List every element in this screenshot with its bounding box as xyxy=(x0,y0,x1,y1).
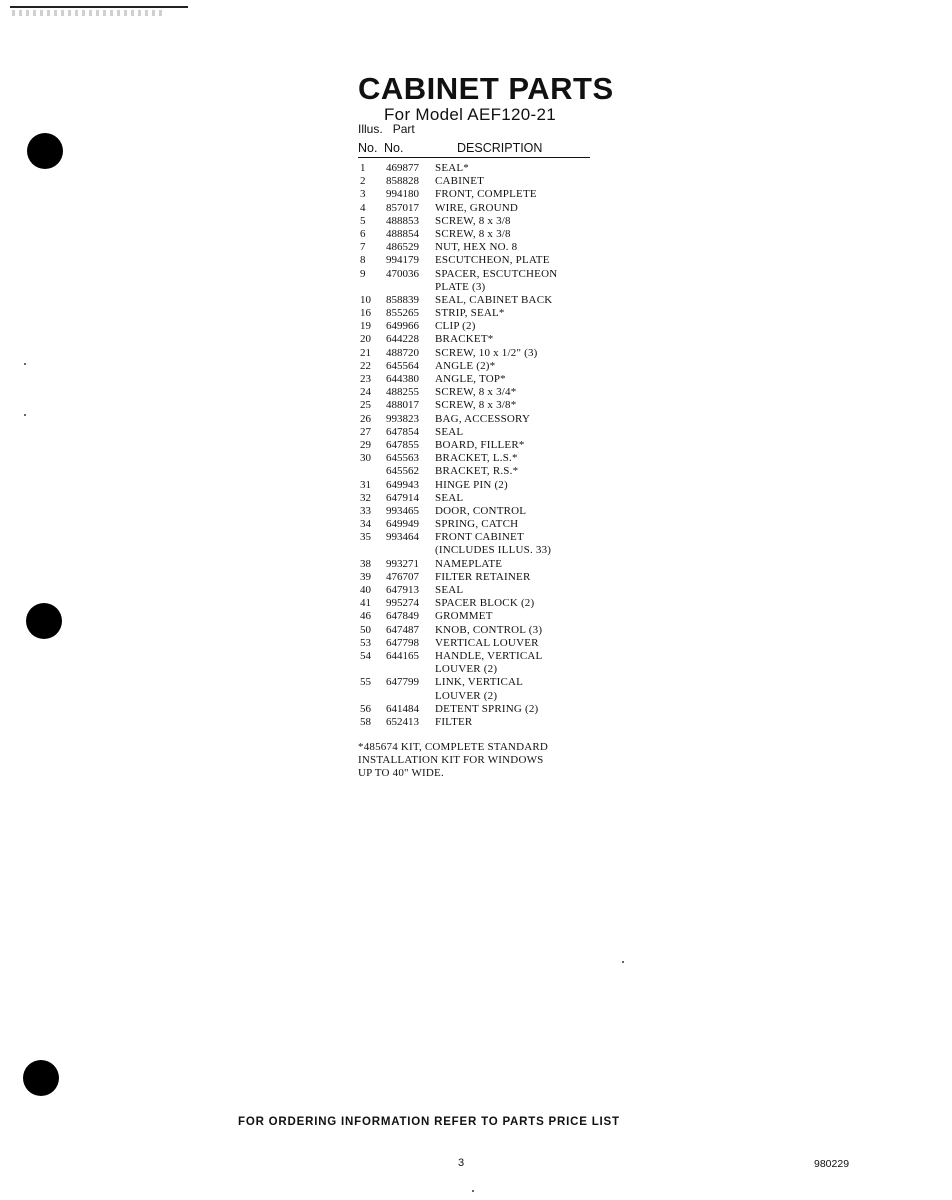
part-description: NUT, HEX NO. 8 xyxy=(435,241,518,254)
part-number: 469877 xyxy=(386,162,419,174)
parts-row xyxy=(360,610,600,623)
parts-row xyxy=(360,624,600,637)
parts-row xyxy=(360,703,600,716)
parts-row xyxy=(360,505,600,518)
part-number: 855265 xyxy=(386,307,419,320)
part-description: SEAL xyxy=(435,491,464,504)
scan-speck xyxy=(24,363,26,365)
scan-speck xyxy=(24,414,26,416)
part-no-header: No. xyxy=(384,141,404,155)
page-title: CABINET PARTS xyxy=(358,71,614,106)
part-number: 647798 xyxy=(386,636,419,649)
part-description: NAMEPLATE xyxy=(435,557,503,570)
part-number: 647849 xyxy=(386,610,419,623)
parts-row xyxy=(360,439,600,452)
part-number: 647855 xyxy=(386,438,419,451)
part-description: SPACER, ESCUTCHEON xyxy=(435,267,558,280)
illus-header-label: Illus. xyxy=(358,122,383,136)
part-description: SEAL xyxy=(435,425,464,438)
parts-row xyxy=(360,544,600,557)
part-number: 649943 xyxy=(386,478,419,491)
part-number: 645563 xyxy=(386,452,419,465)
scan-speck xyxy=(472,1190,474,1192)
parts-row xyxy=(360,584,600,597)
parts-row xyxy=(360,492,600,505)
illus-number: 39 xyxy=(360,570,371,583)
parts-row xyxy=(360,294,600,307)
part-description: BAG, ACCESSORY xyxy=(435,412,531,425)
part-description: BOARD, FILLER* xyxy=(435,438,525,451)
footnote-line: *485674 KIT, COMPLETE STANDARD xyxy=(358,741,549,753)
part-number: 644165 xyxy=(386,649,419,662)
binder-hole-bottom xyxy=(23,1060,59,1096)
part-number: 476707 xyxy=(386,570,419,583)
illus-number: 16 xyxy=(360,307,371,320)
illus-number: 40 xyxy=(360,584,371,596)
part-description: DETENT SPRING (2) xyxy=(435,702,539,715)
illus-no-header: No. xyxy=(358,141,378,155)
illus-number: 55 xyxy=(360,676,371,689)
parts-row xyxy=(360,650,600,663)
part-description: SEAL* xyxy=(435,162,469,174)
footnote-line: UP TO 40" WIDE. xyxy=(358,767,444,780)
illus-number: 31 xyxy=(360,478,371,491)
parts-row xyxy=(360,426,600,439)
part-description: SEAL, CABINET BACK xyxy=(435,293,553,306)
parts-row xyxy=(360,413,600,426)
part-number: 857017 xyxy=(386,201,419,214)
part-description: SCREW, 8 x 3/4* xyxy=(435,386,517,399)
parts-row xyxy=(360,690,600,703)
part-number: 486529 xyxy=(386,241,419,254)
parts-row xyxy=(360,637,600,650)
part-description: (INCLUDES ILLUS. 33) xyxy=(435,544,552,557)
parts-row xyxy=(360,333,600,346)
parts-row xyxy=(360,360,600,373)
part-description: DOOR, CONTROL xyxy=(435,504,527,517)
part-number: 645564 xyxy=(386,359,419,372)
parts-row xyxy=(360,663,600,676)
part-description: FRONT CABINET xyxy=(435,531,524,544)
binder-hole-middle xyxy=(26,603,62,639)
illus-number: 1 xyxy=(360,162,366,174)
part-description: CABINET xyxy=(435,175,485,188)
parts-row xyxy=(360,228,600,241)
illus-number: 30 xyxy=(360,452,371,465)
part-number: 993465 xyxy=(386,504,419,517)
parts-row xyxy=(360,241,600,254)
illus-number: 56 xyxy=(360,702,371,715)
part-number: 644228 xyxy=(386,333,419,346)
part-number: 649949 xyxy=(386,518,419,531)
part-number: 647799 xyxy=(386,676,419,689)
part-number: 993464 xyxy=(386,531,419,544)
part-number: 993271 xyxy=(386,557,419,570)
part-number: 488017 xyxy=(386,399,419,412)
illus-number: 21 xyxy=(360,346,371,359)
ordering-footer: FOR ORDERING INFORMATION REFER TO PARTS PRICE LIST xyxy=(238,1116,620,1128)
part-number: 644380 xyxy=(386,373,419,385)
document-number: 980229 xyxy=(814,1158,850,1170)
illus-number: 53 xyxy=(360,636,371,649)
illus-number: 38 xyxy=(360,557,371,570)
column-header xyxy=(358,141,590,158)
part-number: 647913 xyxy=(386,584,419,596)
scan-top-rule xyxy=(10,6,188,8)
parts-row xyxy=(360,716,600,729)
part-number: 488854 xyxy=(386,227,419,240)
part-description: WIRE, GROUND xyxy=(435,201,519,214)
page-number: 3 xyxy=(458,1157,465,1169)
part-description: KNOB, CONTROL (3) xyxy=(435,623,543,636)
part-number: 995274 xyxy=(386,597,419,610)
parts-row xyxy=(360,465,600,478)
part-number: 652413 xyxy=(386,715,419,728)
part-number: 645562 xyxy=(386,465,419,478)
parts-row xyxy=(360,479,600,492)
parts-row xyxy=(360,558,600,571)
part-description: LOUVER (2) xyxy=(435,663,498,676)
part-number: 649966 xyxy=(386,320,419,333)
part-description: ANGLE (2)* xyxy=(435,359,496,372)
part-description: SPACER BLOCK (2) xyxy=(435,597,535,610)
parts-row xyxy=(360,320,600,333)
part-number: 858828 xyxy=(386,175,419,188)
parts-row xyxy=(360,597,600,610)
part-number: 488255 xyxy=(386,386,419,399)
illus-number: 29 xyxy=(360,438,371,451)
illus-number: 20 xyxy=(360,333,371,346)
illus-number: 24 xyxy=(360,386,371,399)
illus-number: 7 xyxy=(360,241,366,254)
part-number: 647854 xyxy=(386,425,419,438)
scan-top-noise xyxy=(12,10,162,16)
illus-number: 54 xyxy=(360,649,371,662)
part-description: BRACKET* xyxy=(435,333,494,346)
part-description: SEAL xyxy=(435,584,464,596)
part-description: SCREW, 10 x 1/2" (3) xyxy=(435,346,538,359)
parts-row xyxy=(360,347,600,360)
illus-number: 58 xyxy=(360,715,371,728)
part-description: BRACKET, R.S.* xyxy=(435,465,519,478)
kit-footnote xyxy=(358,741,578,781)
parts-row xyxy=(360,518,600,531)
part-description: FRONT, COMPLETE xyxy=(435,188,537,201)
part-number: 641484 xyxy=(386,702,419,715)
part-description: FILTER RETAINER xyxy=(435,570,531,583)
part-number: 994179 xyxy=(386,254,419,267)
parts-row xyxy=(360,373,600,386)
part-number: 488853 xyxy=(386,214,419,227)
parts-row xyxy=(360,676,600,689)
parts-row xyxy=(360,188,600,201)
parts-row xyxy=(360,202,600,215)
part-description: SCREW, 8 x 3/8 xyxy=(435,227,511,240)
illus-number: 50 xyxy=(360,623,371,636)
illus-number: 3 xyxy=(360,188,366,201)
parts-row xyxy=(360,175,600,188)
parts-row xyxy=(360,254,600,267)
illus-number: 10 xyxy=(360,293,371,306)
illus-number: 25 xyxy=(360,399,371,412)
illus-number: 4 xyxy=(360,201,366,214)
part-description: ESCUTCHEON, PLATE xyxy=(435,254,550,267)
parts-row xyxy=(360,571,600,584)
illus-number: 35 xyxy=(360,531,371,544)
illus-number: 26 xyxy=(360,412,371,425)
illus-number: 41 xyxy=(360,597,371,610)
part-description: HINGE PIN (2) xyxy=(435,478,508,491)
model-subtitle: For Model AEF120-21 xyxy=(384,105,557,124)
binder-hole-top xyxy=(27,133,63,169)
part-number: 858839 xyxy=(386,293,419,306)
footnote-line: INSTALLATION KIT FOR WINDOWS xyxy=(358,754,544,767)
part-number: 488720 xyxy=(386,346,419,359)
part-description: BRACKET, L.S.* xyxy=(435,452,518,465)
part-description: SCREW, 8 x 3/8 xyxy=(435,214,511,227)
part-description: LOUVER (2) xyxy=(435,689,498,702)
parts-list xyxy=(360,162,600,729)
illus-number: 27 xyxy=(360,425,371,438)
parts-row xyxy=(360,215,600,228)
part-description: GROMMET xyxy=(435,610,493,623)
illus-number: 46 xyxy=(360,610,371,623)
illus-number: 2 xyxy=(360,175,366,188)
parts-row xyxy=(360,452,600,465)
part-description: VERTICAL LOUVER xyxy=(435,636,539,649)
part-header-label: Part xyxy=(392,122,415,136)
parts-row xyxy=(360,386,600,399)
part-description: FILTER xyxy=(435,715,473,728)
illus-number: 22 xyxy=(360,359,371,372)
illus-number: 6 xyxy=(360,227,366,240)
illus-number: 32 xyxy=(360,491,371,504)
part-number: 647914 xyxy=(386,491,419,504)
parts-row xyxy=(360,268,600,281)
part-description: LINK, VERTICAL xyxy=(435,676,524,689)
scan-speck xyxy=(622,961,624,963)
parts-row xyxy=(360,162,600,175)
parts-row xyxy=(360,399,600,412)
parts-row xyxy=(360,307,600,320)
parts-row xyxy=(360,531,600,544)
illus-number: 23 xyxy=(360,373,371,385)
illus-number: 9 xyxy=(360,267,366,280)
part-description: SCREW, 8 x 3/8* xyxy=(435,399,517,412)
illus-number: 8 xyxy=(360,254,366,267)
part-description: STRIP, SEAL* xyxy=(435,307,505,320)
part-description: SPRING, CATCH xyxy=(435,518,519,531)
description-header: DESCRIPTION xyxy=(457,141,543,155)
part-description: HANDLE, VERTICAL xyxy=(435,649,543,662)
part-description: PLATE (3) xyxy=(435,280,486,293)
illus-number: 5 xyxy=(360,214,366,227)
part-number: 470036 xyxy=(386,267,419,280)
part-description: ANGLE, TOP* xyxy=(435,373,506,385)
column-header-top xyxy=(358,122,425,136)
parts-row xyxy=(360,281,600,294)
illus-number: 34 xyxy=(360,518,371,531)
part-number: 993823 xyxy=(386,412,419,425)
illus-number: 33 xyxy=(360,504,371,517)
part-number: 994180 xyxy=(386,188,419,201)
part-number: 647487 xyxy=(386,623,419,636)
illus-number: 19 xyxy=(360,320,371,333)
part-description: CLIP (2) xyxy=(435,320,476,333)
